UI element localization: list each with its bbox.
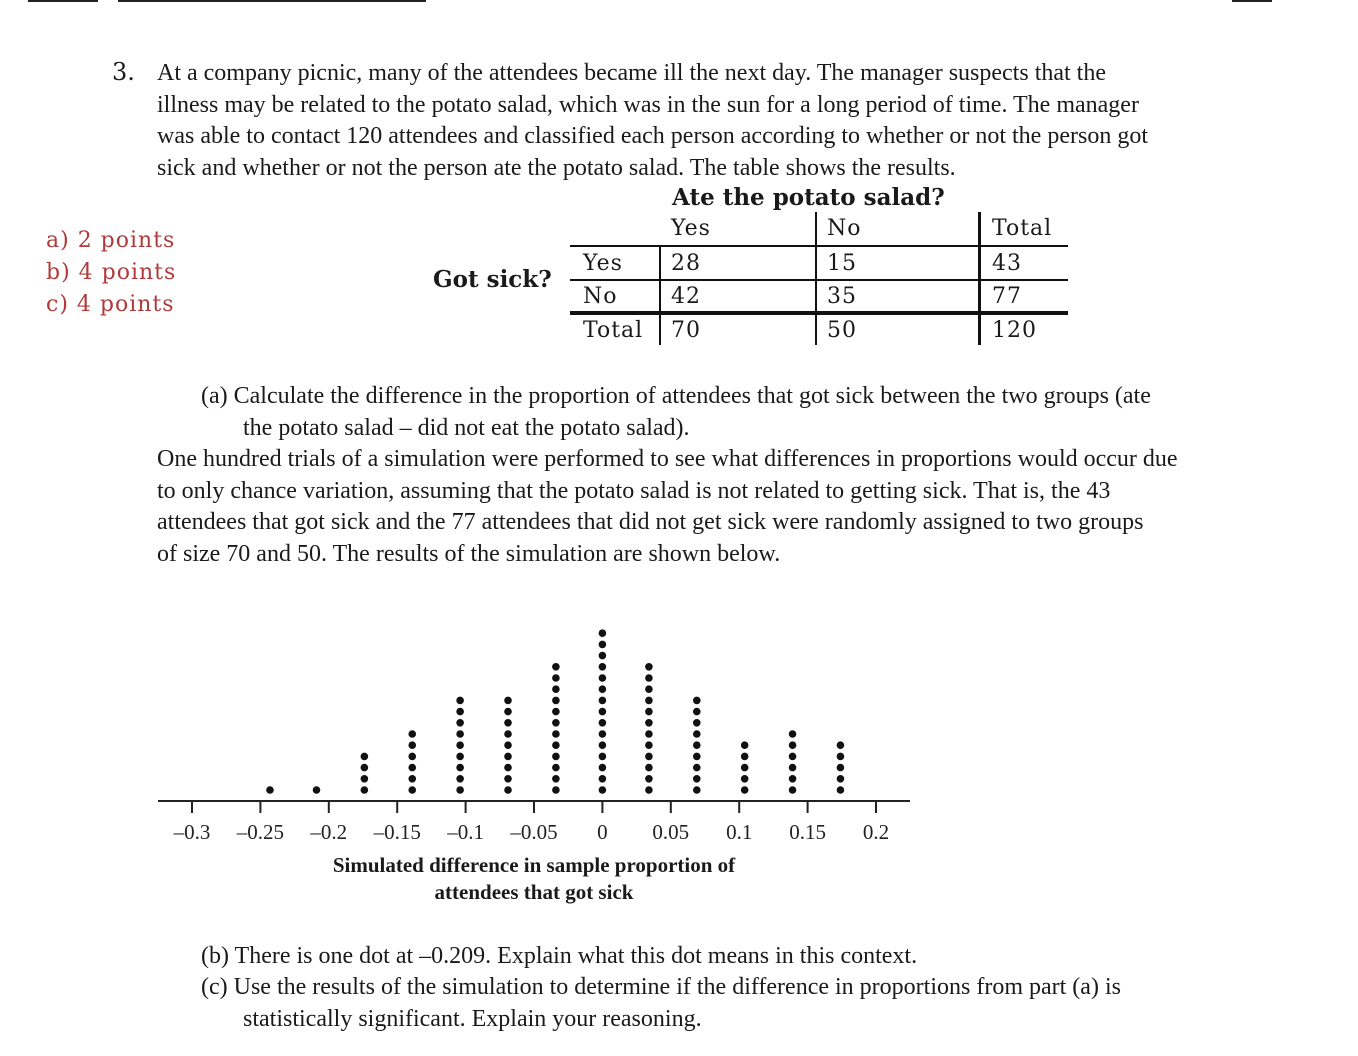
dot (789, 764, 797, 772)
part-c-line: (c) Use the results of the simulation to determine if the difference in proportions from part (a) is (201, 974, 1121, 1000)
dot (504, 786, 512, 794)
part-b (201, 941, 917, 973)
intro-line: sick and whether or not the person ate the potato salad. The table shows the results. (157, 154, 956, 181)
table-row-title: Got sick? (433, 266, 552, 293)
col-header-no: No (827, 216, 862, 241)
sim-line: attendees that got sick and the 77 attendees that did not get sick were randomly assigned to two groups (157, 509, 1144, 535)
dot (313, 786, 321, 794)
x-tick-label: –0.3 (173, 820, 211, 844)
row-label-total: Total (583, 318, 644, 343)
sim-line: One hundred trials of a simulation were performed to see what differences in proportions would occur due (157, 446, 1178, 472)
dot (552, 719, 560, 727)
table-cell: 42 (671, 284, 701, 309)
dot (645, 685, 653, 693)
dot (837, 786, 845, 794)
dot (599, 775, 607, 783)
dot (599, 674, 607, 682)
dot (361, 775, 369, 783)
dot (408, 753, 416, 761)
points-item: a) 2 points (46, 228, 176, 253)
x-axis-label-line: Simulated difference in sample proportion of (332, 853, 736, 877)
dot (645, 697, 653, 705)
dot (645, 786, 653, 794)
table-cell: 35 (827, 284, 857, 309)
dot (599, 786, 607, 794)
dot (361, 764, 369, 772)
dot (456, 775, 464, 783)
dot (552, 741, 560, 749)
dot (645, 708, 653, 716)
dot (504, 741, 512, 749)
dot (504, 775, 512, 783)
dot (504, 730, 512, 738)
dot (789, 730, 797, 738)
dot (552, 708, 560, 716)
dot (552, 753, 560, 761)
dot (645, 663, 653, 671)
dot (456, 786, 464, 794)
dot (693, 730, 701, 738)
x-tick-label: –0.05 (510, 820, 558, 844)
dot (599, 708, 607, 716)
question-number: 3. (112, 58, 135, 86)
x-tick-label: –0.25 (236, 820, 285, 844)
table-cell: 43 (992, 251, 1022, 276)
dot (789, 753, 797, 761)
dot (693, 753, 701, 761)
dot (741, 786, 749, 794)
table-cell: 15 (827, 251, 857, 276)
sim-line: to only chance variation, assuming that the potato salad is not related to getting sick. That is, the 43 (157, 477, 1111, 504)
dot (361, 753, 369, 761)
table-cell: 120 (992, 318, 1037, 343)
intro-line: At a company picnic, many of the attendees became ill the next day. The manager suspects that the (157, 60, 1106, 86)
x-tick-label: –0.2 (310, 820, 348, 844)
dot (599, 697, 607, 705)
dot (599, 730, 607, 738)
dot (599, 753, 607, 761)
dot (456, 719, 464, 727)
part-c-line: statistically significant. Explain your reasoning. (243, 1005, 702, 1032)
dot (645, 719, 653, 727)
dot (645, 764, 653, 772)
dot (645, 674, 653, 682)
dot (456, 753, 464, 761)
dot (552, 730, 560, 738)
x-tick-label: 0 (597, 820, 608, 844)
dot (504, 719, 512, 727)
dot (599, 652, 607, 660)
dot (789, 775, 797, 783)
dot (456, 708, 464, 716)
dot (693, 697, 701, 705)
dot (599, 764, 607, 772)
dot (837, 741, 845, 749)
dot (552, 663, 560, 671)
dot (552, 786, 560, 794)
row-label-yes: Yes (583, 251, 623, 276)
part-a-line: (a) Calculate the difference in the proportion of attendees that got sick between the two groups (ate (201, 383, 1151, 409)
dot (361, 786, 369, 794)
dot (693, 786, 701, 794)
col-header-yes: Yes (671, 216, 711, 241)
part-b-line: (b) There is one dot at –0.209. Explain what this dot means in this context. (201, 943, 918, 969)
dot (408, 741, 416, 749)
dot (599, 719, 607, 727)
dot (408, 786, 416, 794)
row-label-no: No (583, 284, 618, 309)
dot (741, 753, 749, 761)
dot (456, 697, 464, 705)
dot (552, 697, 560, 705)
dot (599, 641, 607, 649)
x-tick-label: 0.05 (652, 820, 690, 844)
dot (266, 786, 274, 794)
points-item: b) 4 points (46, 260, 177, 285)
dot (837, 764, 845, 772)
x-axis-label (254, 852, 814, 906)
dot (408, 730, 416, 738)
x-tick-label: –0.1 (447, 820, 484, 844)
points-item: c) 4 points (46, 292, 175, 317)
part-c (201, 972, 1121, 1035)
dot (645, 753, 653, 761)
table-cell: 70 (671, 318, 701, 343)
dot (741, 775, 749, 783)
dot (645, 741, 653, 749)
dot (504, 753, 512, 761)
dot (408, 764, 416, 772)
dot (693, 719, 701, 727)
dot (693, 741, 701, 749)
dot (741, 764, 749, 772)
x-tick-label: –0.15 (373, 820, 421, 844)
sim-line: of size 70 and 50. The results of the simulation are shown below. (157, 540, 781, 567)
dot (789, 741, 797, 749)
dot (599, 685, 607, 693)
dot (599, 663, 607, 671)
col-header-total: Total (992, 216, 1053, 241)
dot (456, 730, 464, 738)
dot (456, 764, 464, 772)
dot (552, 685, 560, 693)
dot (837, 775, 845, 783)
dot (408, 775, 416, 783)
x-tick-label: 0.2 (862, 820, 890, 844)
table-cell: 50 (827, 318, 857, 343)
dot (552, 775, 560, 783)
dot (456, 741, 464, 749)
dot (837, 753, 845, 761)
dot (599, 741, 607, 749)
intro-line: was able to contact 120 attendees and classified each person according to whether or not the person got (157, 123, 1148, 149)
x-axis-label-line: attendees that got sick (434, 880, 634, 904)
dot (552, 674, 560, 682)
x-tick-label: 0.15 (789, 820, 826, 844)
dot (552, 764, 560, 772)
dot (504, 764, 512, 772)
dot (741, 741, 749, 749)
table-cell: 28 (671, 251, 701, 276)
dot (693, 764, 701, 772)
dot (599, 629, 607, 637)
part-a-line: the potato salad – did not eat the potato salad). (243, 414, 690, 441)
dot (645, 730, 653, 738)
intro-line: illness may be related to the potato salad, which was in the sun for a long period of time. The manager (157, 91, 1139, 118)
dot (504, 697, 512, 705)
table-column-title: Ate the potato salad? (672, 184, 945, 211)
table-cell: 77 (992, 284, 1022, 309)
dot (693, 775, 701, 783)
dot (645, 775, 653, 783)
x-tick-label: 0.1 (726, 820, 753, 844)
dot (693, 708, 701, 716)
dot (504, 708, 512, 716)
dot (789, 786, 797, 794)
